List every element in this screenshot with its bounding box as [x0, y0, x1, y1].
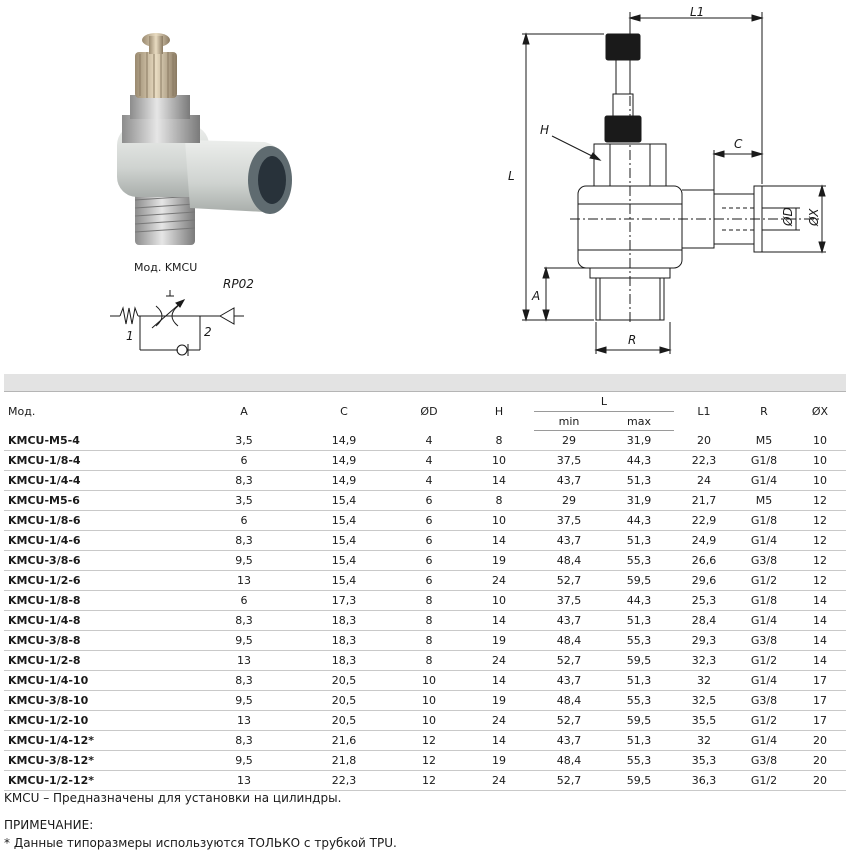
value-cell: G3/8 — [734, 631, 794, 651]
dim-L1: L1 — [690, 5, 705, 19]
value-cell: 48,4 — [534, 551, 604, 571]
value-cell: 32 — [674, 731, 734, 751]
value-cell: 37,5 — [534, 511, 604, 531]
value-cell: 6 — [194, 591, 294, 611]
value-cell: 26,6 — [674, 551, 734, 571]
col-model-header: Мод. — [8, 404, 36, 418]
pneumatic-symbol — [108, 276, 268, 368]
value-cell: 29,3 — [674, 631, 734, 651]
value-cell: 12 — [794, 511, 846, 531]
value-cell: 6 — [394, 491, 464, 511]
value-cell: 12 — [394, 751, 464, 771]
value-cell: 44,3 — [604, 451, 674, 471]
value-cell: G1/4 — [734, 671, 794, 691]
value-cell: 51,3 — [604, 531, 674, 551]
value-cell: 29 — [534, 491, 604, 511]
value-cell: 43,7 — [534, 731, 604, 751]
model-cell: KMCU-1/2-12* — [4, 771, 194, 791]
value-cell: 43,7 — [534, 611, 604, 631]
value-cell: 20 — [794, 771, 846, 791]
dim-C: C — [734, 137, 743, 151]
value-cell: 9,5 — [194, 751, 294, 771]
table-row — [4, 531, 846, 551]
value-cell: 21,7 — [674, 491, 734, 511]
value-cell: 14 — [464, 531, 534, 551]
table-row — [4, 591, 846, 611]
value-cell: 25,3 — [674, 591, 734, 611]
value-cell: 14,9 — [294, 431, 394, 451]
value-cell: 17,3 — [294, 591, 394, 611]
value-cell: 48,4 — [534, 691, 604, 711]
model-cell: KMCU-1/2-6 — [4, 571, 194, 591]
value-cell: 14 — [464, 671, 534, 691]
value-cell: 37,5 — [534, 591, 604, 611]
value-cell: 15,4 — [294, 571, 394, 591]
table-body — [4, 431, 846, 791]
value-cell: 13 — [194, 711, 294, 731]
value-cell: 14,9 — [294, 471, 394, 491]
value-cell: 51,3 — [604, 471, 674, 491]
value-cell: 8,3 — [194, 471, 294, 491]
value-cell: 31,9 — [604, 491, 674, 511]
value-cell: 29 — [534, 431, 604, 451]
table-row — [4, 491, 846, 511]
value-cell: G1/2 — [734, 571, 794, 591]
value-cell: 4 — [394, 471, 464, 491]
value-cell: 6 — [194, 451, 294, 471]
dim-A: A — [532, 289, 541, 303]
value-cell: 14 — [464, 731, 534, 751]
value-cell: 6 — [394, 511, 464, 531]
col-Lmax-header: max — [604, 412, 674, 431]
value-cell: G1/4 — [734, 531, 794, 551]
value-cell: 32,3 — [674, 651, 734, 671]
value-cell: 43,7 — [534, 531, 604, 551]
col-R-header: R — [760, 404, 768, 418]
value-cell: 6 — [394, 551, 464, 571]
value-cell: 14,9 — [294, 451, 394, 471]
value-cell: 19 — [464, 551, 534, 571]
value-cell: 20 — [794, 751, 846, 771]
value-cell: 10 — [394, 691, 464, 711]
value-cell: 24 — [674, 471, 734, 491]
col-Lmin-header: min — [534, 412, 604, 431]
model-cell: KMCU-1/4-10 — [4, 671, 194, 691]
value-cell: 51,3 — [604, 611, 674, 631]
value-cell: G3/8 — [734, 551, 794, 571]
value-cell: 19 — [464, 631, 534, 651]
value-cell: 10 — [794, 451, 846, 471]
value-cell: 20,5 — [294, 671, 394, 691]
value-cell: 55,3 — [604, 551, 674, 571]
model-cell: KMCU-M5-4 — [4, 431, 194, 451]
value-cell: 14 — [464, 471, 534, 491]
value-cell: 21,6 — [294, 731, 394, 751]
model-cell: KMCU-3/8-8 — [4, 631, 194, 651]
value-cell: 24 — [464, 711, 534, 731]
value-cell: 52,7 — [534, 771, 604, 791]
note-text: * Данные типоразмеры используются ТОЛЬКО с трубкой TPU. — [4, 836, 397, 850]
value-cell: 24 — [464, 651, 534, 671]
value-cell: 48,4 — [534, 631, 604, 651]
value-cell: 24 — [464, 571, 534, 591]
value-cell: 10 — [464, 451, 534, 471]
value-cell: G3/8 — [734, 751, 794, 771]
table-row — [4, 551, 846, 571]
technical-drawing — [500, 4, 845, 360]
value-cell: 18,3 — [294, 611, 394, 631]
value-cell: 24 — [464, 771, 534, 791]
value-cell: 59,5 — [604, 651, 674, 671]
value-cell: 22,3 — [294, 771, 394, 791]
value-cell: 10 — [794, 431, 846, 451]
value-cell: 10 — [394, 671, 464, 691]
value-cell: G1/8 — [734, 591, 794, 611]
value-cell: 13 — [194, 771, 294, 791]
value-cell: 13 — [194, 571, 294, 591]
col-H-header: H — [494, 404, 504, 418]
dim-D: ØD — [781, 207, 795, 226]
value-cell: 3,5 — [194, 491, 294, 511]
table-row — [4, 711, 846, 731]
description-note: KMCU – Предназначены для установки на цилиндры. — [4, 791, 342, 805]
model-cell: KMCU-3/8-12* — [4, 751, 194, 771]
value-cell: M5 — [734, 491, 794, 511]
value-cell: 8 — [394, 591, 464, 611]
value-cell: 12 — [394, 771, 464, 791]
table-row — [4, 431, 846, 451]
value-cell: 8,3 — [194, 731, 294, 751]
value-cell: 9,5 — [194, 631, 294, 651]
dim-R: R — [628, 333, 637, 347]
value-cell: G1/4 — [734, 471, 794, 491]
value-cell: 8 — [464, 431, 534, 451]
table-row — [4, 451, 846, 471]
value-cell: 6 — [194, 511, 294, 531]
col-C-header: C — [340, 404, 348, 418]
value-cell: 32 — [674, 671, 734, 691]
value-cell: 20 — [674, 431, 734, 451]
value-cell: 35,3 — [674, 751, 734, 771]
value-cell: 19 — [464, 691, 534, 711]
model-cell: KMCU-1/8-8 — [4, 591, 194, 611]
value-cell: 14 — [794, 631, 846, 651]
photo-caption: Мод. KMCU — [134, 261, 198, 274]
value-cell: 12 — [394, 731, 464, 751]
value-cell: 12 — [794, 551, 846, 571]
spec-table — [4, 374, 846, 791]
value-cell: 4 — [394, 451, 464, 471]
value-cell: 35,5 — [674, 711, 734, 731]
value-cell: 51,3 — [604, 731, 674, 751]
symbol-code: RP02 — [223, 277, 254, 291]
table-header-row — [4, 392, 846, 412]
model-cell: KMCU-1/8-6 — [4, 511, 194, 531]
value-cell: 9,5 — [194, 551, 294, 571]
value-cell: G1/2 — [734, 711, 794, 731]
model-cell: KMCU-M5-6 — [4, 491, 194, 511]
table-top-bar — [4, 374, 846, 392]
col-L1-header: L1 — [697, 404, 711, 418]
value-cell: 21,8 — [294, 751, 394, 771]
value-cell: 37,5 — [534, 451, 604, 471]
table-row — [4, 511, 846, 531]
note-title: ПРИМЕЧАНИЕ: — [4, 818, 94, 832]
value-cell: 52,7 — [534, 651, 604, 671]
value-cell: 8,3 — [194, 531, 294, 551]
value-cell: 4 — [394, 431, 464, 451]
value-cell: 15,4 — [294, 531, 394, 551]
model-cell: KMCU-1/4-8 — [4, 611, 194, 631]
value-cell: 9,5 — [194, 691, 294, 711]
model-cell: KMCU-1/4-4 — [4, 471, 194, 491]
value-cell: 15,4 — [294, 491, 394, 511]
value-cell: 20,5 — [294, 711, 394, 731]
value-cell: 55,3 — [604, 631, 674, 651]
value-cell: 19 — [464, 751, 534, 771]
value-cell: 10 — [464, 591, 534, 611]
model-cell: KMCU-1/4-6 — [4, 531, 194, 551]
value-cell: 18,3 — [294, 651, 394, 671]
value-cell: 17 — [794, 691, 846, 711]
value-cell: 52,7 — [534, 711, 604, 731]
product-photo — [95, 30, 310, 260]
value-cell: 8 — [394, 651, 464, 671]
col-L-header: L — [534, 392, 674, 412]
value-cell: 18,3 — [294, 631, 394, 651]
value-cell: 8 — [464, 491, 534, 511]
table-row — [4, 731, 846, 751]
value-cell: 55,3 — [604, 751, 674, 771]
value-cell: G1/4 — [734, 731, 794, 751]
value-cell: 12 — [794, 531, 846, 551]
port-1-label: 1 — [126, 329, 134, 343]
dim-H: H — [540, 123, 550, 137]
value-cell: 51,3 — [604, 671, 674, 691]
value-cell: 43,7 — [534, 671, 604, 691]
value-cell: 14 — [794, 611, 846, 631]
value-cell: 13 — [194, 651, 294, 671]
value-cell: 8,3 — [194, 611, 294, 631]
value-cell: 12 — [794, 571, 846, 591]
value-cell: 20 — [794, 731, 846, 751]
model-cell: KMCU-1/4-12* — [4, 731, 194, 751]
value-cell: 59,5 — [604, 711, 674, 731]
table-row — [4, 751, 846, 771]
value-cell: 31,9 — [604, 431, 674, 451]
value-cell: G1/2 — [734, 651, 794, 671]
model-cell: KMCU-3/8-6 — [4, 551, 194, 571]
value-cell: 14 — [464, 611, 534, 631]
value-cell: 10 — [794, 471, 846, 491]
value-cell: 6 — [394, 571, 464, 591]
value-cell: G3/8 — [734, 691, 794, 711]
value-cell: 44,3 — [604, 511, 674, 531]
value-cell: 32,5 — [674, 691, 734, 711]
col-X-header: ØX — [811, 404, 829, 418]
value-cell: 17 — [794, 711, 846, 731]
value-cell: 43,7 — [534, 471, 604, 491]
value-cell: 8,3 — [194, 671, 294, 691]
value-cell: 8 — [394, 631, 464, 651]
value-cell: 28,4 — [674, 611, 734, 631]
value-cell: G1/8 — [734, 451, 794, 471]
model-cell: KMCU-1/2-8 — [4, 651, 194, 671]
value-cell: 10 — [464, 511, 534, 531]
dim-X: ØX — [807, 208, 821, 226]
value-cell: 52,7 — [534, 571, 604, 591]
model-cell: KMCU-1/2-10 — [4, 711, 194, 731]
col-A-header: A — [240, 404, 248, 418]
value-cell: 14 — [794, 591, 846, 611]
table-row — [4, 611, 846, 631]
value-cell: 29,6 — [674, 571, 734, 591]
table-row — [4, 471, 846, 491]
port-2-label: 2 — [204, 325, 212, 339]
value-cell: 55,3 — [604, 691, 674, 711]
value-cell: 36,3 — [674, 771, 734, 791]
value-cell: 20,5 — [294, 691, 394, 711]
value-cell: M5 — [734, 431, 794, 451]
value-cell: 24,9 — [674, 531, 734, 551]
table-row — [4, 571, 846, 591]
value-cell: G1/2 — [734, 771, 794, 791]
table-row — [4, 671, 846, 691]
table-row — [4, 631, 846, 651]
value-cell: 15,4 — [294, 551, 394, 571]
value-cell: 12 — [794, 491, 846, 511]
model-cell: KMCU-3/8-10 — [4, 691, 194, 711]
value-cell: 10 — [394, 711, 464, 731]
value-cell: G1/4 — [734, 611, 794, 631]
value-cell: 8 — [394, 611, 464, 631]
value-cell: 17 — [794, 671, 846, 691]
value-cell: G1/8 — [734, 511, 794, 531]
value-cell: 48,4 — [534, 751, 604, 771]
value-cell: 3,5 — [194, 431, 294, 451]
value-cell: 22,9 — [674, 511, 734, 531]
model-cell: KMCU-1/8-4 — [4, 451, 194, 471]
value-cell: 59,5 — [604, 771, 674, 791]
table-row — [4, 771, 846, 791]
value-cell: 14 — [794, 651, 846, 671]
table-row — [4, 651, 846, 671]
value-cell: 15,4 — [294, 511, 394, 531]
dim-L: L — [508, 169, 515, 183]
value-cell: 6 — [394, 531, 464, 551]
col-D-header: ØD — [420, 404, 438, 418]
value-cell: 59,5 — [604, 571, 674, 591]
table-row — [4, 691, 846, 711]
value-cell: 44,3 — [604, 591, 674, 611]
value-cell: 22,3 — [674, 451, 734, 471]
